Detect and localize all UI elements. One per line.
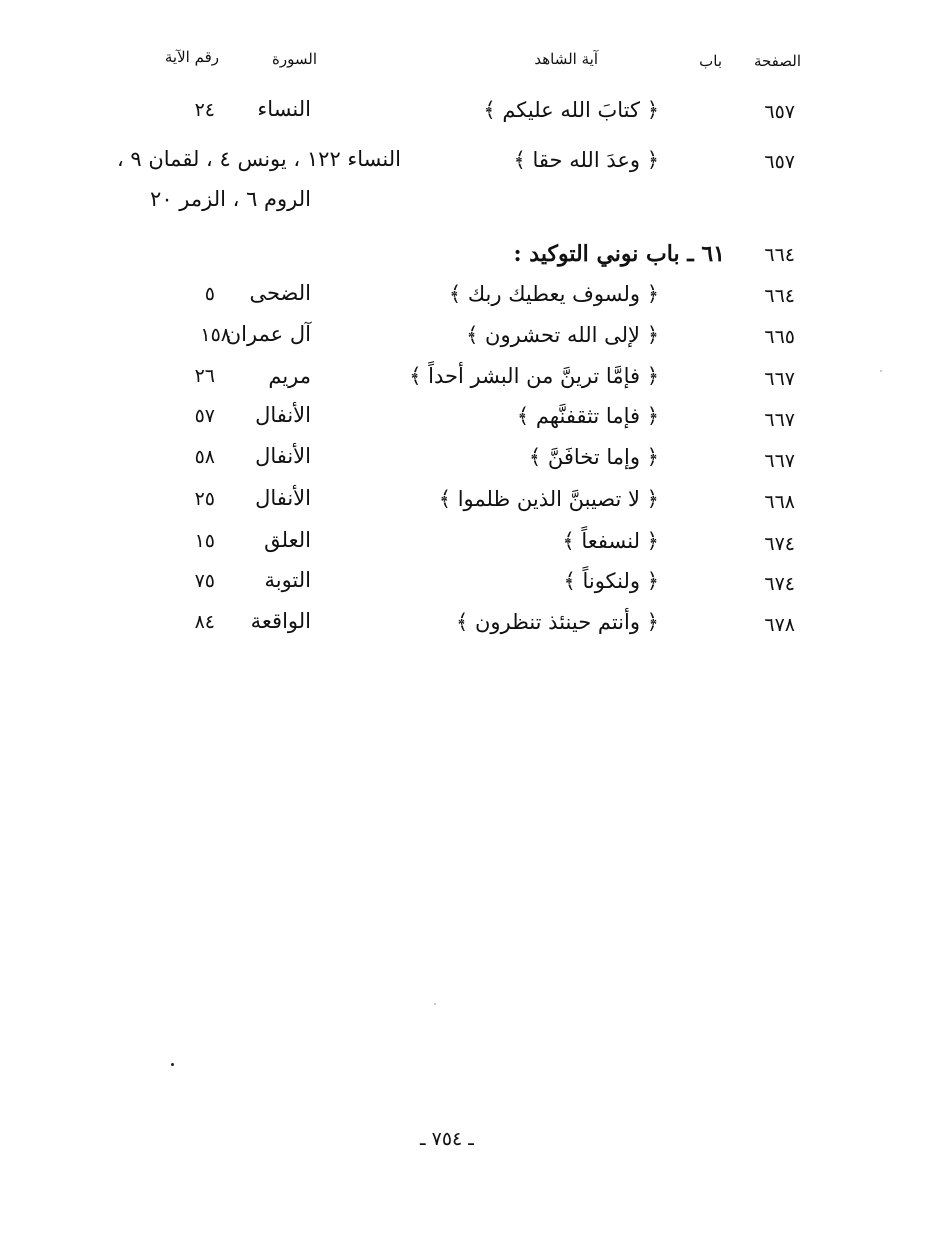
ayah-number: ٥ [204,283,215,305]
ayah-number: ٥٨ [194,446,215,468]
scan-speck [434,1003,436,1005]
ayah-number: ٢٥ [194,488,215,510]
ayah-number: ٥٧ [194,405,215,427]
witness-verse: ﴿ وأنتم حينئذ تنظرون ﴾ [455,610,659,634]
witness-verse: ﴿ وعدَ الله حقا ﴾ [513,148,659,172]
witness-verse: ﴿ لا تصيبنَّ الذين ظلموا ﴾ [438,487,659,511]
surah-name: مريم [268,364,311,388]
ayah-number: ١٥٨ [200,324,231,346]
footer-page-number: ـ ٧٥٤ ـ [420,1128,474,1150]
ayah-number: ٨٤ [194,611,215,633]
scan-speck [880,370,882,372]
page-number: ٦٥٧ [764,101,795,123]
surah-name: الأنفال [255,486,311,510]
chapter-title: ٦١ ـ باب نوني التوكيد : [513,241,725,267]
surah-name: آل عمران [225,322,311,346]
header-page: الصفحة [753,52,801,70]
page-number: ٦٦٧ [764,409,795,431]
page-number: ٦٦٤ [764,244,795,266]
surah-name: الأنفال [255,403,311,427]
witness-verse: ﴿ ولسوف يعطيك ربك ﴾ [448,282,659,306]
page-number: ٦٦٧ [764,450,795,472]
ayah-number: ١٥ [194,530,215,552]
surah-name: الأنفال [255,444,311,468]
surah-references-line-2: الروم ٦ ، الزمر ٢٠ [150,187,311,211]
page-number: ٦٦٧ [764,368,795,390]
witness-verse: ﴿ ولنكوناً ﴾ [563,569,659,593]
page-number: ٦٦٥ [764,326,795,348]
surah-references-line-1: النساء ١٢٢ ، يونس ٤ ، لقمان ٩ ، [116,147,401,171]
surah-name: النساء [257,97,311,121]
surah-name: الواقعة [250,609,311,633]
witness-verse: ﴿ فإمَّا ترينَّ من البشر أحداً ﴾ [409,364,659,388]
surah-name: التوبة [264,568,311,592]
witness-verse: ﴿ كتابَ الله عليكم ﴾ [483,98,659,122]
page-number: ٦٧٤ [764,573,795,595]
page-number: ٦٥٧ [764,151,795,173]
page-number: ٦٦٤ [764,285,795,307]
ayah-number: ٢٦ [194,365,215,387]
header-chapter: باب [699,52,722,70]
witness-verse: ﴿ لنسفعاً ﴾ [562,529,659,553]
page-number: ٦٦٨ [764,491,795,513]
ayah-number: ٢٤ [194,99,215,121]
witness-verse: ﴿ لإلى الله تحشرون ﴾ [466,323,659,347]
header-ayah-number: رقم الآية [164,48,219,66]
header-surah: السورة [272,50,317,68]
ayah-number: ٧٥ [194,570,215,592]
header-verse: آية الشاهد [534,50,598,68]
scan-speck [171,1063,174,1066]
page-number: ٦٧٨ [764,614,795,636]
witness-verse: ﴿ فإما تثقفنَّهم ﴾ [516,404,659,428]
surah-name: العلق [264,528,311,552]
surah-name: الضحى [249,281,311,305]
witness-verse: ﴿ وإما تخافَنَّ ﴾ [528,445,659,469]
page-number: ٦٧٤ [764,533,795,555]
